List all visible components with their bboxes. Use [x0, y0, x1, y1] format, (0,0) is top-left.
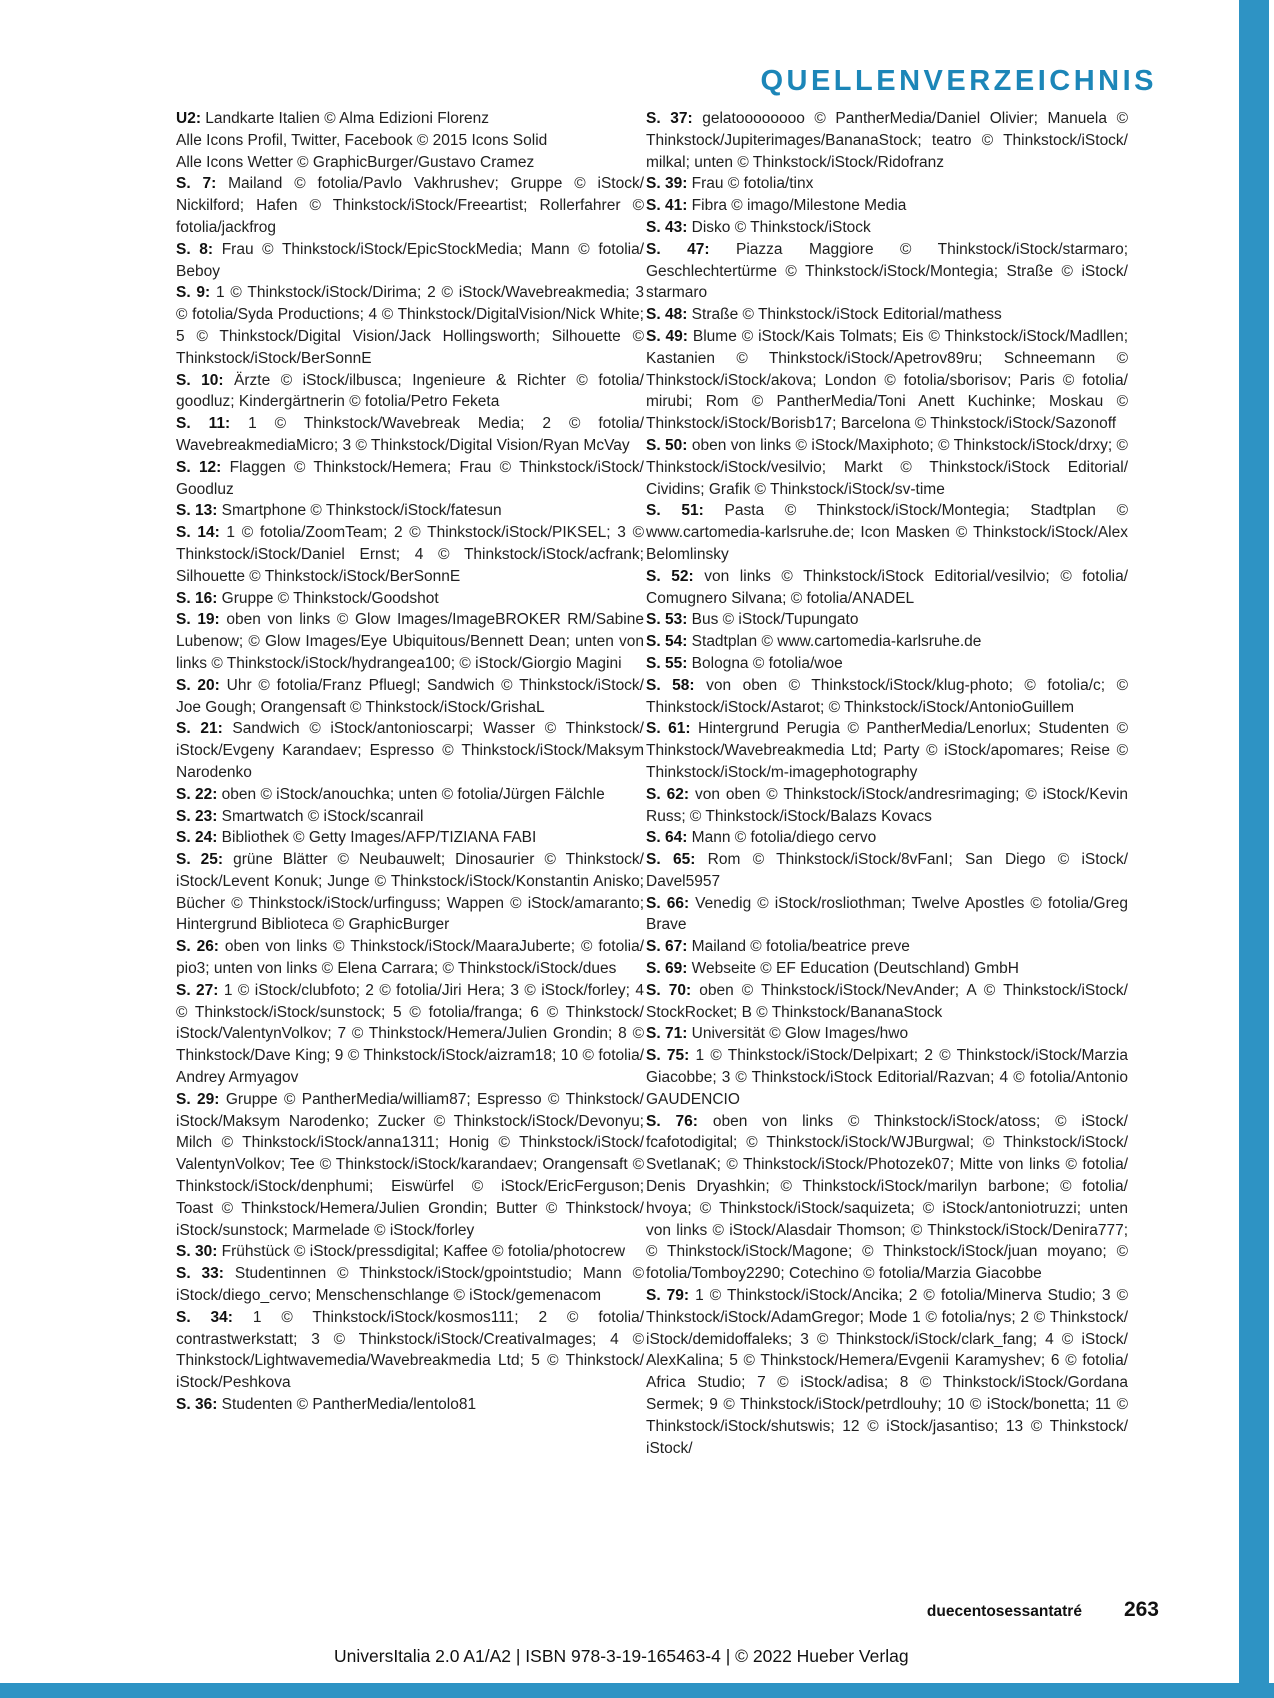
credit-entry: S. 25: grüne Blätter © Neubauwelt; Dinosaurier © Thinkstock/​iStock/​Levent Konuk; Junge © Thinkstock/​iStock/​Konstantin Anisko; Bücher © Thinkstock/​iStock/​urfinguss; Wappen © iStock/​amaranto; Hintergrund Biblioteca © GraphicBurger: [176, 851, 644, 934]
credit-entry: S. 39: Frau © fotolia/​tinx: [646, 175, 814, 193]
entry-page-label: S. 65:: [646, 851, 696, 869]
entry-page-label: S. 79:: [646, 1287, 690, 1305]
entry-page-label: S. 14:: [176, 524, 220, 542]
entry-page-label: S. 13:: [176, 502, 218, 520]
credit-entry: S. 37: gelatoooooooo © PantherMedia/​Daniel Olivier; Manuela © Thinkstock/​Jupiterimages/​BananaStock; teatro © Thinkstock/​iStock/​milkal; unten © Thinkstock/​iStock/​Ridofranz: [646, 110, 1129, 171]
entry-page-label: S. 64:: [646, 829, 688, 847]
entry-page-label: S. 22:: [176, 785, 218, 803]
credit-entry: Alle Icons Profil, Twitter, Facebook © 2015 Icons Solid: [176, 131, 548, 149]
credit-entry: S. 47: Piazza Maggiore © Thinkstock/​iStock/​starmaro; Geschlechtertürme © Thinkstock/​iStock/​Montegia; Straße © iStock/​starmaro: [646, 240, 1129, 302]
entry-page-label: S. 8:: [176, 240, 214, 258]
entry-page-label: S. 53:: [646, 611, 688, 629]
credit-entry: S. 23: Smartwatch © iStock/​scanrail: [176, 807, 424, 825]
credit-entry: S. 11: 1 © Thinkstock/​Wavebreak Media; 2 © fotolia/​WavebreakmediaMicro; 3 © Thinkstock/​Digital Vision/​Ryan McVay: [176, 415, 644, 454]
page-title: QUELLENVERZEICHNIS: [760, 65, 1157, 98]
credit-entry: S. 29: Gruppe © PantherMedia/​william87; Espresso © Thinkstock/​iStock/​Maksym Narodenko; Zucker © Thinkstock/​iStock/​Devonyu; Milch © Thinkstock/​iStock/​anna1311; Honig © Thinkstock/​iStock/​ValentynVolkov; Tee © Thinkstock/​iStock/​karandaev; Orangensaft © Thinkstock/​iStock/​denphumi; Eiswürfel © iStock/​EricFerguson; Toast © Thinkstock/​Hemera/​Julien Grondin; Butter © Thinkstock/​iStock/​sunstock; Marmelade © iStock/​forley: [176, 1090, 644, 1239]
credit-entry: S. 26: oben von links © Thinkstock/​iStock/​MaaraJuberte; © fotolia/​pio3; unten von links © Elena Carrara; © Thinkstock/​iStock/​dues: [176, 938, 645, 978]
entry-page-label: S. 29:: [176, 1090, 220, 1108]
credit-entry: S. 27: 1 © iStock/​clubfoto; 2 © fotolia/​Jiri Hera; 3 © iStock/​forley; 4 © Thinkstock/​iStock/​sunstock; 5 © fotolia/​franga; 6 © Thinkstock/​iStock/​ValentynVolkov; 7 © Thinkstock/​Hemera/​Julien Grondin; 8 © Thinkstock/​Dave King; 9 © Thinkstock/​iStock/​aizram18; 10 © fotolia/​Andrey Armyagov: [176, 981, 644, 1087]
footer-pageline: [927, 1598, 1159, 1622]
entry-page-label: S. 16:: [176, 589, 218, 607]
entry-page-label: S. 36:: [176, 1396, 218, 1414]
credit-entry: S. 53: Bus © iStock/​Tupungato: [646, 611, 859, 629]
entry-page-label: S. 47:: [646, 240, 710, 258]
credit-entry: S. 66: Venedig © iStock/​rosliothman; Twelve Apostles © fotolia/​Greg Brave: [646, 894, 1128, 934]
credit-entry: S. 13: Smartphone © Thinkstock/​iStock/​fatesun: [176, 502, 502, 520]
entry-page-label: S. 66:: [646, 894, 690, 912]
credit-entry: S. 48: Straße © Thinkstock/​iStock Editorial/​mathess: [646, 306, 1002, 324]
credit-entry: S. 14: 1 © fotolia/​ZoomTeam; 2 © Thinkstock/​iStock/​PIKSEL; 3 © Thinkstock/​iStock/​Daniel Ernst; 4 © Thinkstock/​iStock/​acfrank; Silhouette © Thinkstock/​iStock/​BerSonnE: [176, 524, 644, 585]
credit-entry: S. 16: Gruppe © Thinkstock/​Goodshot: [176, 589, 439, 607]
entry-page-label: S. 50:: [646, 436, 688, 454]
credit-entry: S. 51: Pasta © Thinkstock/​iStock/​Montegia; Stadtplan © www.cartomedia-karlsruhe.de; Icon Masken © Thinkstock/​iStock/​Alex Belomlinsky: [646, 502, 1128, 563]
credit-entry: S. 52: von links © Thinkstock/​iStock Editorial/​vesilvio; © fotolia/​Comugnero Silvana; © fotolia/​ANADEL: [646, 567, 1129, 607]
entry-page-label: S. 52:: [646, 567, 694, 585]
entry-page-label: U2:: [176, 110, 201, 127]
credit-entry: S. 7: Mailand © fotolia/​Pavlo Vakhrushev; Gruppe © iStock/​Nickilford; Hafen © Thinkstock/​iStock/​Freeartist; Rollerfahrer © fotolia/​jackfrog: [176, 175, 645, 236]
entry-page-label: S. 10:: [176, 371, 224, 389]
entry-page-label: S. 34:: [176, 1308, 233, 1326]
entry-page-label: S. 26:: [176, 938, 219, 956]
entry-page-label: S. 55:: [646, 654, 688, 672]
decorative-right-stripe: [1239, 0, 1269, 1698]
entry-page-label: S. 12:: [176, 458, 222, 476]
entry-page-label: S. 61:: [646, 720, 691, 738]
entry-page-label: S. 48:: [646, 306, 688, 324]
entry-page-label: S. 23:: [176, 807, 218, 825]
page-number: 263: [1123, 1598, 1159, 1621]
credit-entry: S. 71: Universität © Glow Images/​hwo: [646, 1025, 909, 1043]
credit-entry: S. 41: Fibra © imago/​Milestone Media: [646, 197, 907, 215]
credit-entry: S. 36: Studenten © PantherMedia/​lentolo81: [176, 1396, 477, 1414]
entry-page-label: S. 76:: [646, 1112, 698, 1130]
credit-entry: S. 79: 1 © Thinkstock/​iStock/​Ancika; 2 © fotolia/​Minerva Studio; 3 © Thinkstock/​iStock/​AdamGregor; Mode 1 © fotolia/​nys; 2 © Thinkstock/​iStock/​demidoffaleks; 3 © Thinkstock/​iStock/​clark_fang; 4 © iStock/​AlexKalina; 5 © Thinkstock/​Hemera/​Evgenii Karamyshev; 6 © fotolia/​Africa Studio; 7 © iStock/​adisa; 8 © Thinkstock/​iStock/​Gordana Sermek; 9 © Thinkstock/​iStock/​petrdlouhy; 10 © iStock/​bonetta; 11 © Thinkstock/​iStock/​shutswis; 12 © iStock/​jasantiso; 13 © Thinkstock/​iStock/​: [646, 1287, 1129, 1457]
credit-entry: S. 9: 1 © Thinkstock/​iStock/​Dirima; 2 © iStock/​Wavebreakmedia; 3 © fotolia/​Syda Productions; 4 © Thinkstock/​DigitalVision/​Nick White; 5 © Thinkstock/​Digital Vision/​Jack Hollingsworth; Silhouette © Thinkstock/​iStock/​BerSonnE: [176, 284, 644, 367]
entry-page-label: S. 58:: [646, 676, 695, 694]
entry-page-label: S. 21:: [176, 720, 223, 738]
entry-page-label: S. 69:: [646, 960, 688, 978]
credits-column-right: [646, 108, 1128, 1459]
entry-page-label: S. 70:: [646, 981, 692, 999]
credit-entry: S. 67: Mailand © fotolia/​beatrice preve: [646, 938, 910, 956]
entry-page-label: S. 33:: [176, 1265, 224, 1283]
credit-entry: S. 75: 1 © Thinkstock/​iStock/​Delpixart; 2 © Thinkstock/​iStock/​Marzia Giacobbe; 3 © Thinkstock/​iStock Editorial/​Razvan; 4 © fotolia/​Antonio GAUDENCIO: [646, 1047, 1128, 1108]
entry-page-label: S. 51:: [646, 502, 704, 520]
credit-entry: S. 55: Bologna © fotolia/​woe: [646, 654, 843, 672]
credit-entry: S. 43: Disko © Thinkstock/​iStock: [646, 218, 871, 236]
credit-entry: S. 10: Ärzte © iStock/​ilbusca; Ingenieure & Richter © fotolia/​goodluz; Kindergärtnerin © fotolia/​Petro Feketa: [176, 371, 644, 411]
credit-entry: S. 76: oben von links © Thinkstock/​iStock/​atoss; © iStock/​fcafotodigital; © Thinkstock/​iStock/​WJBurgwal; © Thinkstock/​iStock/​SvetlanaK; © Thinkstock/​iStock/​Photozek07; Mitte von links © fotolia/​Denis Dryashkin; © Thinkstock/​iStock/​marilyn barbone; © fotolia/​hvoya; © Thinkstock/​iStock/​saquizeta; © iStock/​antoniotruzzi; unten von links © iStock/​Alasdair Thomson; © Thinkstock/​iStock/​Denira777; © Thinkstock/​iStock/​Magone; © Thinkstock/​iStock/​juan moyano; © fotolia/​Tomboy2290; Cotechino © fotolia/​Marzia Giacobbe: [646, 1112, 1128, 1283]
entry-page-label: S. 9:: [176, 284, 211, 302]
credit-entry: U2: Landkarte Italien © Alma Edizioni Florenz: [176, 110, 489, 127]
credit-entry: S. 70: oben © Thinkstock/​iStock/​NevAnder; A © Thinkstock/​iStock/​StockRocket; B © Thinkstock/​BananaStock: [646, 981, 1128, 1021]
page-number-word: duecentosessantatré: [926, 1603, 1082, 1620]
entry-page-label: S. 43:: [646, 218, 688, 236]
credit-entry: S. 64: Mann © fotolia/​diego cervo: [646, 829, 877, 847]
entry-page-label: S. 25:: [176, 851, 224, 869]
credit-entry: S. 49: Blume © iStock/​Kais Tolmats; Eis © Thinkstock/​iStock/​Madllen; Kastanien © Thinkstock/​iStock/​Apetrov89ru; Schneemann © Thinkstock/​iStock/​akova; London © fotolia/​sborisov; Paris © fotolia/​mirubi; Rom © PantherMedia/​Toni Anett Kuchinke; Moskau © Thinkstock/​iStock/​Borisb17; Barcelona © Thinkstock/​iStock/​Sazonoff: [646, 327, 1128, 433]
credit-entry: S. 33: Studentinnen © Thinkstock/​iStock/​gpointstudio; Mann © iStock/​diego_cervo; Menschenschlange © iStock/​gemenacom: [176, 1265, 645, 1305]
credit-entry: S. 21: Sandwich © iStock/​antonioscarpi; Wasser © Thinkstock/​iStock/​Evgeny Karandaev; Espresso © Thinkstock/​iStock/​Maksym Narodenko: [176, 720, 644, 781]
entry-page-label: S. 67:: [646, 938, 688, 956]
decorative-bottom-stripe: [0, 1683, 1274, 1698]
imprint-line: UniversItalia 2.0 A1/A2 | ISBN 978-3-19-165463-4 | © 2022 Hueber Verlag: [334, 1646, 909, 1666]
entry-page-label: S. 39:: [646, 175, 688, 193]
entry-page-label: S. 11:: [176, 415, 231, 433]
credit-entry: S. 34: 1 © Thinkstock/​iStock/​kosmos111; 2 © fotolia/​contrastwerkstatt; 3 © Thinkstock/​iStock/​CreativaImages; 4 © Thinkstock/​Lightwavemedia/​Wavebreakmedia Ltd; 5 © Thinkstock/​iStock/​Peshkova: [176, 1308, 644, 1392]
credit-entry: S. 65: Rom © Thinkstock/​iStock/​8vFanI; San Diego © iStock/​Davel5957: [646, 851, 1128, 890]
credit-entry: S. 12: Flaggen © Thinkstock/​Hemera; Frau © Thinkstock/​iStock/​Goodluz: [176, 458, 644, 498]
credit-entry: S. 20: Uhr © fotolia/​Franz Pfluegl; Sandwich © Thinkstock/​iStock/​Joe Gough; Orangensaft © Thinkstock/​iStock/​GrishaL: [176, 676, 644, 716]
credit-entry: S. 58: von oben © Thinkstock/​iStock/​klug-photo; © fotolia/​c; © Thinkstock/​iStock/​Astarot; © Thinkstock/​iStock/​AntonioGuillem: [646, 676, 1129, 716]
entry-page-label: S. 24:: [176, 829, 218, 847]
entry-page-label: S. 30:: [176, 1243, 218, 1261]
credit-entry: S. 62: von oben © Thinkstock/​iStock/​andresrimaging; © iStock/​Kevin Russ; © Thinkstock/​iStock/​Balazs Kovacs: [646, 785, 1129, 825]
credit-entry: S. 22: oben © iStock/​anouchka; unten © fotolia/​Jürgen Fälchle: [176, 785, 605, 803]
entry-page-label: S. 27:: [176, 981, 219, 999]
entry-page-label: S. 54:: [646, 633, 688, 651]
credit-entry: S. 19: oben von links © Glow Images/​ImageBROKER RM/​Sabine Lubenow; © Glow Images/​Eye Ubiquitous/​Bennett Dean; unten von links © Thinkstock/​iStock/​hydrangea100; © iStock/​Giorgio Magini: [176, 611, 644, 672]
entry-page-label: S. 19:: [176, 611, 220, 629]
entry-page-label: S. 41:: [646, 197, 688, 215]
entry-page-label: S. 20:: [176, 676, 220, 694]
credit-entry: S. 24: Bibliothek © Getty Images/​AFP/​TIZIANA FABI: [176, 829, 537, 847]
credit-entry: S. 61: Hintergrund Perugia © PantherMedia/​Lenorlux; Studenten © Thinkstock/​Wavebreakmedia Ltd; Party © iStock/​apomares; Reise © Thinkstock/​iStock/​m-imagephotography: [646, 720, 1128, 781]
credit-entry: Alle Icons Wetter © GraphicBurger/​Gustavo Cramez: [176, 153, 535, 171]
credit-entry: S. 69: Webseite © EF Education (Deutschland) GmbH: [646, 960, 1019, 978]
entry-page-label: S. 49:: [646, 327, 688, 345]
credits-column-left: [176, 108, 644, 1416]
entry-page-label: S. 37:: [646, 110, 693, 127]
credit-entry: S. 50: oben von links © iStock/​Maxiphoto; © Thinkstock/​iStock/​drxy; © Thinkstock/​iStock/​vesilvio; Markt © Thinkstock/​iStock Editorial/​Cividins; Grafik © Thinkstock/​iStock/​sv-time: [646, 436, 1128, 498]
credit-entry: S. 30: Frühstück © iStock/​pressdigital; Kaffee © fotolia/​photocrew: [176, 1243, 626, 1261]
entry-page-label: S. 62:: [646, 785, 689, 803]
entry-page-label: S. 7:: [176, 175, 217, 193]
credit-entry: S. 8: Frau © Thinkstock/​iStock/​EpicStockMedia; Mann © fotolia/​Beboy: [176, 240, 645, 280]
entry-page-label: S. 71:: [646, 1025, 688, 1043]
entry-page-label: S. 75:: [646, 1047, 690, 1065]
credit-entry: S. 54: Stadtplan © www.cartomedia-karlsruhe.de: [646, 633, 982, 651]
